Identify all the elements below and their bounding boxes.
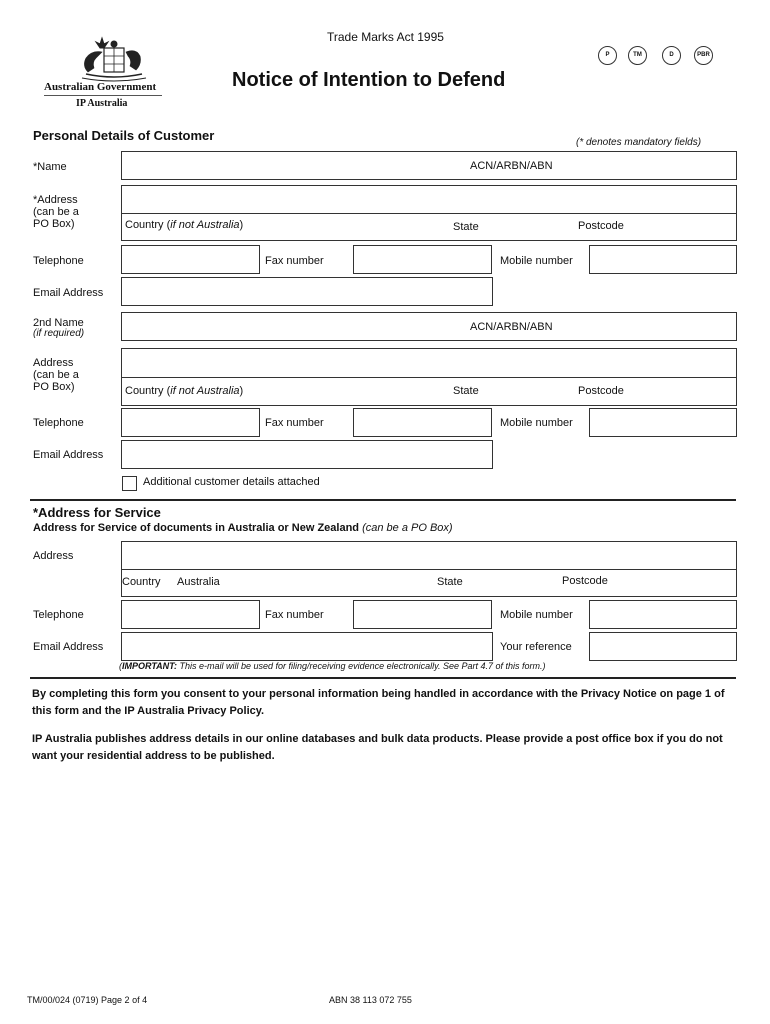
address-field[interactable] (121, 185, 737, 241)
service-address-divider (122, 569, 736, 570)
service-mobile-field[interactable] (589, 600, 737, 629)
section-divider-2 (30, 677, 736, 679)
customer-section-title: Personal Details of Customer (33, 128, 215, 143)
name2-label: 2nd Name (33, 317, 84, 329)
service-section-title: *Address for Service (33, 505, 161, 520)
telephone2-label: Telephone (33, 417, 84, 429)
postcode2-label: Postcode (578, 385, 624, 397)
address-label: *Address (can be a PO Box) (33, 194, 79, 230)
telephone2-field[interactable] (121, 408, 260, 437)
address2-field[interactable] (121, 348, 737, 406)
state2-label: State (453, 385, 479, 397)
fax2-label: Fax number (265, 417, 324, 429)
fax-field[interactable] (353, 245, 492, 274)
address2-divider (122, 377, 736, 378)
mobile2-field[interactable] (589, 408, 737, 437)
telephone-field[interactable] (121, 245, 260, 274)
mobile2-label: Mobile number (500, 417, 573, 429)
name2-field[interactable] (121, 312, 737, 341)
additional-details-label: Additional customer details attached (143, 476, 320, 488)
service-subtitle: Address for Service of documents in Australia or New Zealand (can be a PO Box) (33, 522, 453, 534)
act-title: Trade Marks Act 1995 (327, 30, 444, 44)
name2-note: (if required) (33, 328, 85, 339)
service-country-value: Australia (177, 576, 220, 588)
additional-details-checkbox[interactable] (122, 476, 137, 491)
service-telephone-label: Telephone (33, 609, 84, 621)
publish-notice: IP Australia publishes address details in our online databases and bulk data products. Please provide a post office box if you do not want your residential address to be published. (32, 733, 723, 762)
name-label: *Name (33, 161, 67, 173)
acn-label: ACN/ARBN/ABN (470, 160, 553, 172)
service-telephone-field[interactable] (121, 600, 260, 629)
country2-label: Country (if not Australia) (125, 385, 244, 397)
p-badge-icon: P (598, 46, 617, 65)
d-badge-icon: D (662, 46, 681, 65)
service-email-field[interactable] (121, 632, 493, 661)
page-title: Notice of Intention to Defend (232, 69, 506, 91)
form-id: TM/00/024 (0719) Page 2 of 4 (27, 995, 148, 1005)
email-label: Email Address (33, 287, 104, 299)
address-divider (122, 213, 736, 214)
name-field[interactable] (121, 151, 737, 180)
tm-badge-icon: TM (628, 46, 647, 65)
service-fax-label: Fax number (265, 609, 324, 621)
service-fax-field[interactable] (353, 600, 492, 629)
service-reference-field[interactable] (589, 632, 737, 661)
address2-label: Address (can be a PO Box) (33, 357, 79, 393)
acn2-label: ACN/ARBN/ABN (470, 321, 553, 333)
section-divider-1 (30, 499, 736, 501)
email2-label: Email Address (33, 449, 104, 461)
state-label: State (453, 221, 479, 233)
fax-label: Fax number (265, 255, 324, 267)
service-email-label: Email Address (33, 641, 104, 653)
privacy-notice: By completing this form you consent to your personal information being handled in accordance with the Privacy Notice on page 1 of this form and the IP Australia Privacy Policy. (32, 688, 725, 717)
service-mobile-label: Mobile number (500, 609, 573, 621)
email2-field[interactable] (121, 440, 493, 469)
mandatory-note: (* denotes mandatory fields) (576, 137, 702, 148)
service-postcode-label: Postcode (562, 575, 608, 587)
mobile-label: Mobile number (500, 255, 573, 267)
service-address-field[interactable] (121, 541, 737, 597)
service-country-label: Country (122, 576, 161, 588)
government-name: Australian Government (44, 81, 157, 93)
service-address-label: Address (33, 550, 74, 562)
agency-name: IP Australia (76, 98, 128, 109)
coat-of-arms-logo (66, 34, 162, 82)
pbr-badge-icon: PBR (694, 46, 713, 65)
abn-footer: ABN 38 113 072 755 (329, 995, 412, 1005)
telephone-label: Telephone (33, 255, 84, 267)
service-reference-label: Your reference (500, 641, 572, 653)
important-note: (IMPORTANT: This e-mail will be used for filing/receiving evidence electronically. See Part 4.7 of this form.) (119, 661, 546, 671)
country-label: Country (if not Australia) (125, 219, 244, 231)
fax2-field[interactable] (353, 408, 492, 437)
postcode-label: Postcode (578, 220, 624, 232)
header-divider (44, 95, 162, 96)
mobile-field[interactable] (589, 245, 737, 274)
email-field[interactable] (121, 277, 493, 306)
service-state-label: State (437, 576, 463, 588)
